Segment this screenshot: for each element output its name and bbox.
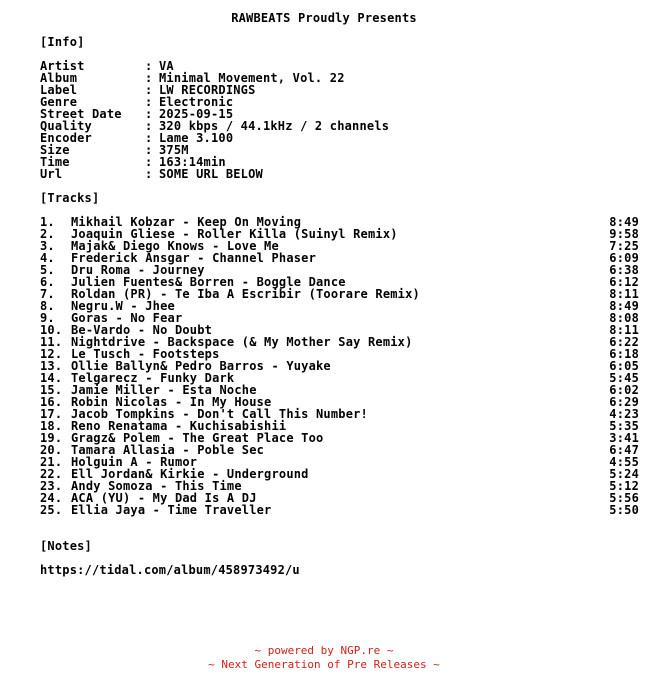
info-value: 320 kbps / 44.1kHz / 2 channels [159,119,390,133]
track-duration: 6:18 [609,347,639,361]
track-duration: 6:29 [609,395,639,409]
track-number: 24. [40,491,63,505]
track-title: Goras - No Fear [71,311,183,325]
track-number: 25. [40,503,63,517]
track-number: 2. [40,227,55,241]
track-number: 4. [40,251,55,265]
track-number: 23. [40,479,63,493]
info-separator: : [145,107,153,121]
info-row [40,132,389,144]
track-title: Roldan (PR) - Te Iba A Escribir (Toorare Remix) [71,287,420,301]
track-title: Jamie Miller - Esta Noche [71,383,257,397]
info-separator: : [145,155,153,169]
info-separator: : [145,167,153,181]
track-duration: 6:05 [609,359,639,373]
track-duration: 8:49 [609,299,639,313]
info-value: 2025-09-15 [159,107,234,121]
track-title: Jacob Tompkins - Don't Call This Number! [71,407,368,421]
track-duration: 5:12 [609,479,639,493]
track-number: 21. [40,455,63,469]
track-duration: 4:23 [609,407,639,421]
track-number: 10. [40,323,63,337]
track-number: 12. [40,347,63,361]
track-number: 7. [40,287,55,301]
info-label: Artist [40,59,85,73]
track-number: 18. [40,419,63,433]
track-duration: 6:09 [609,251,639,265]
track-number: 20. [40,443,63,457]
info-value: SOME URL BELOW [159,167,263,181]
track-title: Telgarecz - Funky Dark [71,371,235,385]
tracklist [40,216,640,516]
track-number: 11. [40,335,63,349]
info-label: Label [40,83,78,97]
track-title: Mikhail Kobzar - Keep On Moving [71,215,302,229]
track-duration: 7:25 [609,239,639,253]
info-label: Url [40,167,63,181]
track-number: 9. [40,311,55,325]
track-number: 6. [40,275,55,289]
info-value: 375M [159,143,189,157]
track-title: Ollie Ballyn& Pedro Barros - Yuyake [71,359,331,373]
track-title: Majak& Diego Knows - Love Me [71,239,279,253]
info-separator: : [145,83,153,97]
footer-powered-by: ~ powered by NGP.re ~ [254,644,394,657]
info-separator: : [145,71,153,85]
track-number: 14. [40,371,63,385]
track-title: Negru.W - Jhee [71,299,175,313]
track-number: 15. [40,383,63,397]
track-duration: 5:56 [609,491,639,505]
track-duration: 5:35 [609,419,639,433]
info-value: 163:14min [159,155,226,169]
track-number: 19. [40,431,63,445]
track-duration: 5:45 [609,371,639,385]
info-row [40,168,389,180]
track-title: Ellia Jaya - Time Traveller [71,503,272,517]
info-heading: [Info] [40,35,85,49]
info-separator: : [145,59,153,73]
info-separator: : [145,119,153,133]
track-title: Ell Jordan& Kirkie - Underground [71,467,309,481]
track-duration: 9:58 [609,227,639,241]
track-number: 22. [40,467,63,481]
info-label: Time [40,155,70,169]
info-block [40,60,389,180]
track-title: Le Tusch - Footsteps [71,347,220,361]
track-number: 8. [40,299,55,313]
track-duration: 6:02 [609,383,639,397]
track-number: 3. [40,239,55,253]
track-title: Reno Renatama - Kuchisabishii [71,419,287,433]
release-title: RAWBEATS Proudly Presents [231,11,417,25]
track-duration: 8:49 [609,215,639,229]
track-number: 16. [40,395,63,409]
info-label: Encoder [40,131,92,145]
track-title: Nightdrive - Backspace (& My Mother Say Remix) [71,335,413,349]
track-duration: 6:22 [609,335,639,349]
track-duration: 6:47 [609,443,639,457]
track-title: Be-Vardo - No Doubt [71,323,213,337]
track-title: Joaquin Gliese - Roller Killa (Suinyl Remix) [71,227,398,241]
track-title: Gragz& Polem - The Great Place Too [71,431,324,445]
track-duration: 8:11 [609,323,639,337]
info-value: LW RECORDINGS [159,83,256,97]
track-duration: 4:55 [609,455,639,469]
info-separator: : [145,131,153,145]
track-title: Julien Fuentes& Borren - Boggle Dance [71,275,346,289]
track-title: Dru Roma - Journey [71,263,205,277]
track-number: 1. [40,215,55,229]
track-title: Andy Somoza - This Time [71,479,242,493]
info-value: Minimal Movement, Vol. 22 [159,71,345,85]
track-row [40,504,640,516]
notes-url-link[interactable]: https://tidal.com/album/458973492/u [40,563,300,577]
track-duration: 8:08 [609,311,639,325]
track-number: 17. [40,407,63,421]
info-separator: : [145,95,153,109]
track-number: 5. [40,263,55,277]
info-value: Electronic [159,95,234,109]
notes-heading: [Notes] [40,539,92,553]
info-label: Quality [40,119,92,133]
track-title: Robin Nicolas - In My House [71,395,272,409]
info-label: Street Date [40,107,122,121]
track-duration: 5:50 [609,503,639,517]
track-duration: 8:11 [609,287,639,301]
track-duration: 6:12 [609,275,639,289]
info-value: VA [159,59,174,73]
track-number: 13. [40,359,63,373]
track-duration: 5:24 [609,467,639,481]
track-title: Frederick Ansgar - Channel Phaser [71,251,317,265]
info-separator: : [145,143,153,157]
tracks-heading: [Tracks] [40,191,100,205]
track-title: Tamara Allasia - Poble Sec [71,443,265,457]
track-duration: 6:38 [609,263,639,277]
info-label: Size [40,143,70,157]
track-duration: 3:41 [609,431,639,445]
track-title: ACA (YU) - My Dad Is A DJ [71,491,257,505]
info-value: Lame 3.100 [159,131,234,145]
track-title: Holguin A - Rumor [71,455,198,469]
info-label: Album [40,71,78,85]
info-label: Genre [40,95,78,109]
footer-tagline: ~ Next Generation of Pre Releases ~ [208,658,440,671]
